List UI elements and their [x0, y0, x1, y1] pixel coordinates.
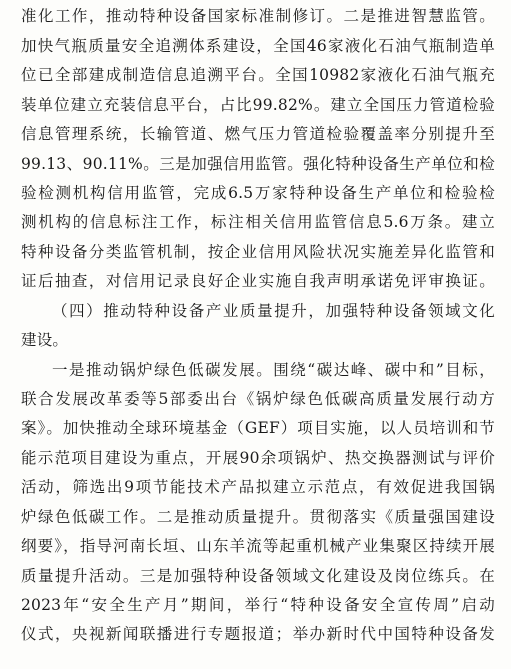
text-line: 炉绿色低碳工作。二是推动质量提升。贯彻落实《质量强国建设: [21, 508, 495, 526]
paragraph-first-line: 一是推动锅炉绿色低碳发展。围绕“碳达峰、碳中和”目标，: [52, 361, 495, 379]
text-line: 2023年“安全生产月”期间，举行“特种设备安全宣传周”启动: [21, 596, 495, 614]
text-line: 准化工作，推动特种设备国家标准制修订。二是推进智慧监管。: [21, 7, 495, 25]
text-line: 活动，筛选出9项节能技术产品拟建立示范点，有效促进我国锅: [21, 478, 495, 496]
text-line: 证后抽查，对信用记录良好企业实施自我声明承诺免评审换证。: [21, 272, 495, 290]
section-heading: （四）推动特种设备产业质量提升，加强特种设备领域文化: [52, 302, 495, 320]
text-line: 能示范项目建设为重点，开展90余项锅炉、热交换器测试与评价: [21, 449, 495, 467]
text-line: 特种设备分类监管机制，按企业信用风险状况实施差异化监管和: [21, 243, 495, 261]
text-line: 纲要》，指导河南长垣、山东羊流等起重机械产业集聚区持续开展: [21, 537, 495, 555]
text-line: 测机构的信息标注工作，标注相关信用监管信息5.6万条。建立: [21, 213, 495, 231]
text-line: 仪式，央视新闻联播进行专题报道；举办新时代中国特种设备发: [21, 625, 495, 643]
text-line: 质量提升活动。三是加强特种设备领域文化建设及岗位练兵。在: [21, 567, 495, 585]
text-line: 联合发展改革委等5部委出台《锅炉绿色低碳高质量发展行动方: [21, 390, 495, 408]
text-line: 位已全部建成制造信息追溯平台。全国10982家液化石油气瓶充: [21, 66, 495, 84]
text-line: 信息管理系统，长输管道、燃气压力管道检验覆盖率分别提升至: [21, 125, 495, 143]
text-line: 验检测机构信用监管，完成6.5万家特种设备生产单位和检验检: [21, 184, 495, 202]
section-heading-continued: 建设。: [21, 331, 69, 349]
text-line: 加快气瓶质量安全追溯体系建设，全国46家液化石油气瓶制造单: [21, 37, 495, 55]
text-line: 99.13、90.11%。三是加强信用监管。强化特种设备生产单位和检: [21, 155, 495, 173]
text-line: 装单位建立充装信息平台，占比99.82%。建立全国压力管道检验: [21, 96, 495, 114]
text-line: 案》。加快推动全球环境基金（GEF）项目实施，以人员培训和节: [21, 419, 495, 437]
